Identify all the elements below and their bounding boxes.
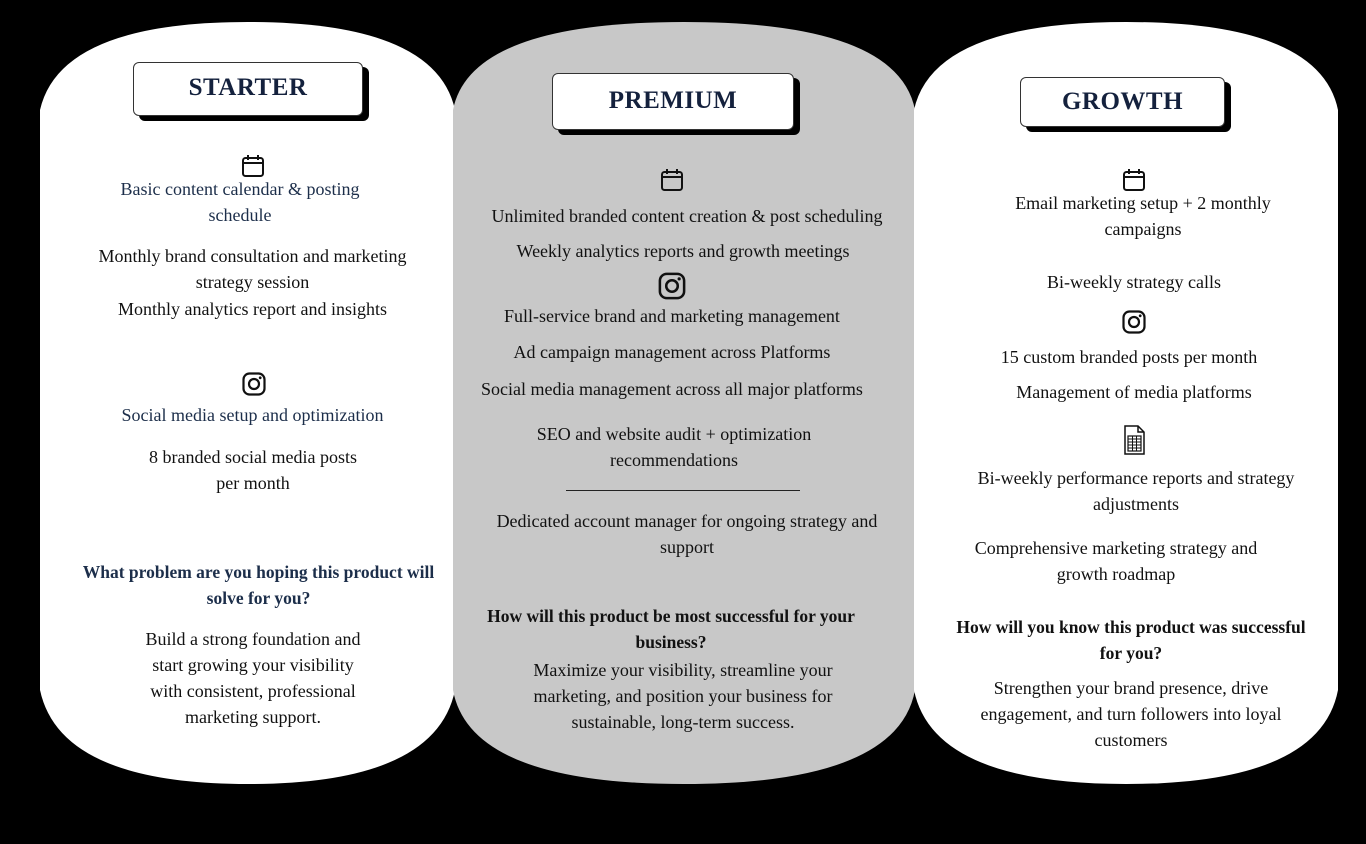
growth-title: GROWTH bbox=[1020, 77, 1225, 127]
growth-answer: Strengthen your brand presence, drive engagement, and turn followers into loyal customers bbox=[980, 678, 1282, 750]
premium-item-account-manager: Dedicated account manager for ongoing strategy and support bbox=[496, 511, 878, 557]
starter-question: What problem are you hoping this product will solve for you? bbox=[82, 562, 435, 608]
growth-item-performance-reports: Bi-weekly performance reports and strategy adjustments bbox=[977, 468, 1295, 514]
growth-question: How will you know this product was successful for you? bbox=[956, 617, 1306, 663]
starter-title: STARTER bbox=[133, 62, 363, 116]
starter-item-analytics-report: Monthly analytics report and insights bbox=[118, 299, 387, 319]
instagram-icon bbox=[657, 271, 687, 301]
starter-item-brand-consultation: Monthly brand consultation and marketing strategy session bbox=[98, 246, 407, 292]
growth-item-media-management: Management of media platforms bbox=[1016, 382, 1252, 402]
growth-item-strategy-calls: Bi-weekly strategy calls bbox=[1047, 272, 1221, 292]
premium-title: PREMIUM bbox=[552, 73, 794, 130]
premium-item-weekly-analytics: Weekly analytics reports and growth meetings bbox=[516, 241, 850, 261]
instagram-icon bbox=[241, 371, 267, 397]
premium-item-social-management: Social media management across all major platforms bbox=[481, 379, 863, 399]
growth-item-email-marketing: Email marketing setup + 2 monthly campaigns bbox=[1015, 193, 1271, 239]
starter-answer: Build a strong foundation and start growing your visibility with consistent, professional marketing support. bbox=[145, 629, 361, 727]
premium-answer: Maximize your visibility, streamline your marketing, and position your business for sustainable, long-term success. bbox=[533, 660, 833, 732]
premium-item-full-service: Full-service brand and marketing management bbox=[504, 306, 840, 326]
starter-item-content-calendar: Basic content calendar & posting schedule bbox=[120, 179, 360, 225]
calendar-icon bbox=[659, 167, 685, 193]
starter-item-branded-posts: 8 branded social media posts per month bbox=[149, 447, 357, 493]
premium-question: How will this product be most successful for your business? bbox=[487, 606, 855, 652]
starter-item-social-setup: Social media setup and optimization bbox=[121, 405, 384, 425]
spreadsheet-icon bbox=[1123, 425, 1145, 455]
instagram-icon bbox=[1121, 309, 1147, 335]
premium-item-seo-audit: SEO and website audit + optimization recommendations bbox=[536, 424, 812, 470]
growth-item-custom-posts: 15 custom branded posts per month bbox=[1000, 347, 1258, 367]
growth-item-marketing-strategy: Comprehensive marketing strategy and growth roadmap bbox=[974, 538, 1258, 584]
premium-item-ad-campaign: Ad campaign management across Platforms bbox=[513, 342, 831, 362]
divider bbox=[566, 490, 800, 491]
premium-item-unlimited-content: Unlimited branded content creation & post scheduling bbox=[491, 206, 883, 226]
